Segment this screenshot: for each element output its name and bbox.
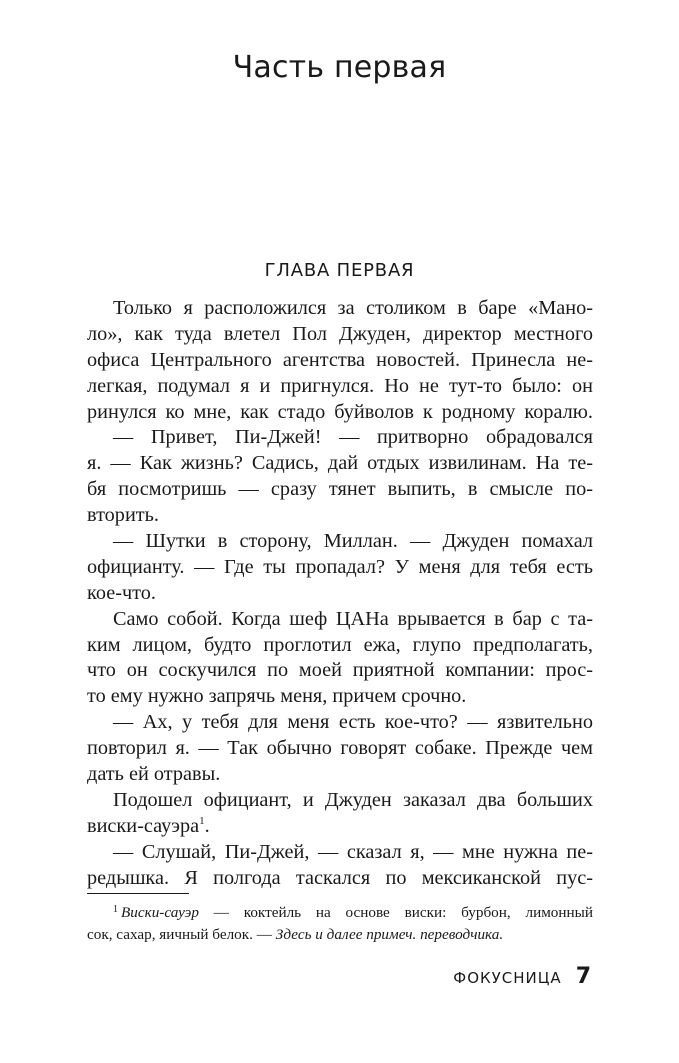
text-line: Только я расположился за столиком в баре «Мано- bbox=[113, 297, 593, 319]
translator-note: Здесь и далее примеч. переводчика. bbox=[275, 925, 504, 943]
chapter-title: ГЛАВА ПЕРВАЯ bbox=[264, 260, 415, 281]
footnote-divider bbox=[87, 893, 189, 894]
footnote-term: Виски-сауэр bbox=[121, 904, 199, 921]
text-line: то ему нужно запрячь меня, причем срочно. bbox=[87, 685, 467, 708]
text-line: вторить. bbox=[87, 504, 159, 527]
part-title: Часть первая bbox=[232, 50, 447, 85]
text-line: — Шутки в сторону, Миллан. — Джуден помахал bbox=[113, 530, 593, 553]
footnote-text: — коктейль на основе виски: бурбон, лимонный bbox=[198, 904, 593, 921]
text-line: — Привет, Пи-Джей! — притворно обрадовался bbox=[113, 426, 593, 449]
text-line: офиса Центрального агентства новостей. Принесла не- bbox=[87, 348, 593, 371]
text-line: Само собой. Когда шеф ЦАНа врывается в бар с та- bbox=[113, 607, 593, 630]
footnote-reference[interactable]: 1 bbox=[199, 814, 205, 827]
text-line: — Слушай, Пи-Джей, — сказал я, — мне нужна пе- bbox=[113, 840, 593, 863]
text-line: Подошел официант, и Джуден заказал два больших bbox=[113, 788, 593, 811]
text-line-with-footnote: виски-сауэра$^1$. bbox=[87, 814, 210, 837]
text-line: кое-что. bbox=[87, 581, 156, 604]
text-line: повторил я. — Так обычно говорят собаке. Прежде чем bbox=[87, 737, 593, 760]
text-line: виски-сауэра bbox=[87, 814, 200, 837]
text-line: редышка. Я полгода таскался по мексиканской пус- bbox=[87, 866, 593, 889]
footnote-line bbox=[87, 902, 593, 924]
footnote bbox=[87, 902, 593, 945]
page-number: 7 bbox=[575, 964, 591, 989]
text-line: — Ах, у тебя для меня есть кое-что? — язвительно bbox=[113, 711, 593, 734]
footnote-number: 1 bbox=[113, 904, 118, 915]
footnote-text: сок, сахар, яичный белок. — bbox=[87, 925, 276, 943]
running-footer bbox=[453, 964, 591, 989]
text-line: ринулся ко мне, как стадо буйволов к родному коралю. bbox=[87, 400, 593, 423]
text-line: я. — Как жизнь? Садись, дай отдых извилинам. На те- bbox=[87, 452, 593, 475]
text-line: официанту. — Где ты пропадал? У меня для тебя есть bbox=[87, 555, 593, 578]
running-title: ФОКУСНИЦА bbox=[453, 969, 562, 987]
text-line: ким лицом, будто проглотил ежа, глупо предполагать, bbox=[87, 633, 593, 656]
text-line: бя посмотришь — сразу тянет выпить, в смысле по- bbox=[87, 478, 593, 501]
text-line: ло», как туда влетел Пол Джуден, директор местного bbox=[87, 322, 593, 345]
footnote-line bbox=[87, 924, 593, 946]
text-line: легкая, подумал я и пригнулся. Но не тут-то было: он bbox=[87, 374, 593, 397]
text-line: что он соскучился по моей приятной компании: прос- bbox=[87, 659, 593, 682]
chapter-body bbox=[87, 296, 593, 891]
text-line: дать ей отравы. bbox=[87, 763, 221, 786]
